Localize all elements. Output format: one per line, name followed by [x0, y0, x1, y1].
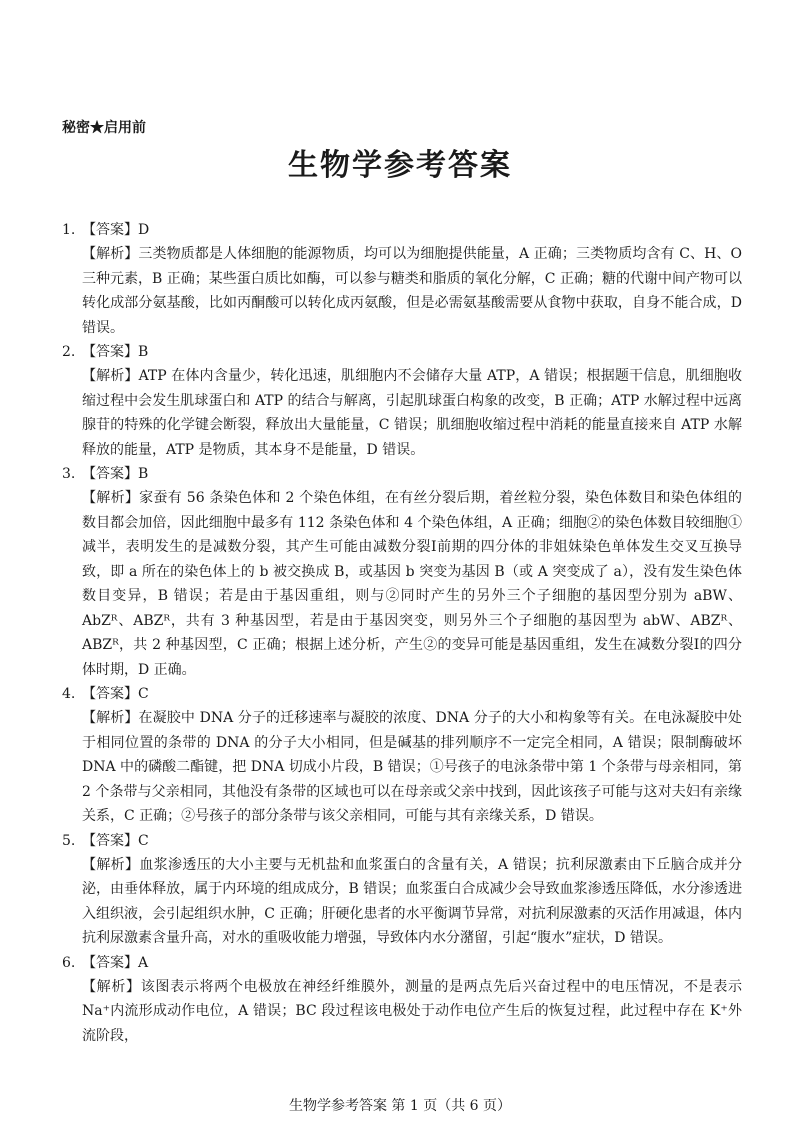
answer-line: [62, 462, 742, 486]
answer-line: [62, 340, 742, 364]
question-1: [62, 218, 742, 340]
question-number: 6.: [62, 954, 76, 971]
answer-line: [62, 829, 742, 853]
answer-text: 【答案】D: [82, 222, 150, 238]
question-3: [62, 462, 742, 682]
question-number: 2.: [62, 344, 76, 360]
question-4: [62, 682, 742, 829]
question-number: 3.: [62, 466, 76, 482]
answer-list: [62, 218, 742, 1048]
explanation-text: 【解析】三类物质都是人体细胞的能源物质，均可以为细胞提供能量，A 正确；三类物质均含有 C、H、O 三种元素，B 正确；某些蛋白质比如酶，可以参与糖类和脂质的氧化分解，C 正确；糖的代谢中间产物可以转化成部分氨基酸，比如丙酮酸可以转化成丙氨酸，但是必需氨基酸需要从食物中获取，自身不能合成，D 错误。: [82, 246, 742, 336]
explanation-text: 【解析】家蚕有 56 条染色体和 2 个染色体组，在有丝分裂后期，着丝粒分裂，染色体数目和染色体组的数目都会加倍，因此细胞中最多有 112 条染色体和 4 个染色体组，A 正确；细胞②的染色体数目较细胞①减半，表明发生的是减数分裂，其产生可能由减数分裂Ⅰ前期的四分体的非姐妹染色单体发生交叉互换导致，即 a 所在的染色体上的 b 被交换成 B，或基因 b 突变为基因 B（或 A 突变成了 a），没有发生染色体数目变异，B 错误；若是由于基因重组，则与②同时产生的另外三个子细胞的基因型分别为 aBW、AbZᴿ、ABZᴿ，共有 3 种基因型，若是由于基因突变，则另外三个子细胞的基因型为 abW、ABZᴿ、ABZᴿ，共 2 种基因型，C 正确；根据上述分析，产生②的变异可能是基因重组，发生在减数分裂Ⅰ的四分体时期，D 正确。: [82, 490, 742, 678]
answer-text: 【答案】B: [82, 344, 149, 360]
explanation-text: 【解析】ATP 在体内含量少，转化迅速，肌细胞内不会储存大量 ATP，A 错误；根据题干信息，肌细胞收缩过程中会发生肌球蛋白和 ATP 的结合与解离，引起肌球蛋白构象的改变，B 正确；ATP 水解过程中远离腺苷的特殊的化学键会断裂，释放出大量能量，C 错误；肌细胞收缩过程中消耗的能量直接来自 ATP 水解释放的能量，ATP 是物质，其本身不是能量，D 错误。: [82, 368, 742, 458]
question-5: [62, 829, 742, 951]
question-2: [62, 340, 742, 462]
answer-text: 【答案】C: [82, 686, 149, 702]
question-number: 5.: [62, 832, 76, 849]
question-6: [62, 951, 742, 1049]
answer-text: 【答案】A: [82, 954, 149, 971]
question-number: 1.: [62, 222, 76, 238]
question-number: 4.: [62, 686, 76, 702]
page-footer: 生物学参考答案 第 1 页（共 6 页）: [288, 1098, 512, 1114]
secret-label: 秘密★启用前: [62, 120, 146, 136]
answer-line: [62, 682, 742, 706]
explanation-text: 【解析】血浆渗透压的大小主要与无机盐和血浆蛋白的含量有关，A 错误；抗利尿激素由下丘脑合成并分泌，由垂体释放，属于内环境的组成成分，B 错误；血浆蛋白合成减少会导致血浆渗透压降低，水分渗透进入组织液，会引起组织水肿，C 正确；肝硬化患者的水平衡调节异常，对抗利尿激素的灭活作用减退，体内抗利尿激素含量升高，对水的重吸收能力增强，导致体内水分潴留，引起“腹水”症状，D 错误。: [82, 856, 742, 946]
explanation-text: 【解析】在凝胶中 DNA 分子的迁移速率与凝胶的浓度、DNA 分子的大小和构象等有关。在电泳凝胶中处于相同位置的条带的 DNA 的分子大小相同，但是碱基的排列顺序不一定完全相同，A 错误；限制酶破坏 DNA 中的磷酸二酯键，把 DNA 切成小片段，B 错误；①号孩子的电泳条带中第 1 个条带与母亲相同，第 2 个条带与父亲相同，其他没有条带的区域也可以在母亲或父亲中找到，因此该孩子可能与这对夫妇有亲缘关系，C 正确；②号孩子的部分条带与该父亲相同，可能与其有亲缘关系，D 错误。: [82, 710, 742, 824]
answer-line: [62, 218, 742, 242]
answer-line: [62, 951, 742, 975]
answer-text: 【答案】C: [82, 832, 149, 849]
explanation-text: 【解析】该图表示将两个电极放在神经纤维膜外，测量的是两点先后兴奋过程中的电压情况，不是表示 Na⁺内流形成动作电位，A 错误；BC 段过程该电极处于动作电位产生后的恢复过程，此过程中存在 K⁺外流阶段，: [82, 978, 742, 1044]
answer-text: 【答案】B: [82, 466, 149, 482]
page-title: 生物学参考答案: [288, 148, 512, 183]
